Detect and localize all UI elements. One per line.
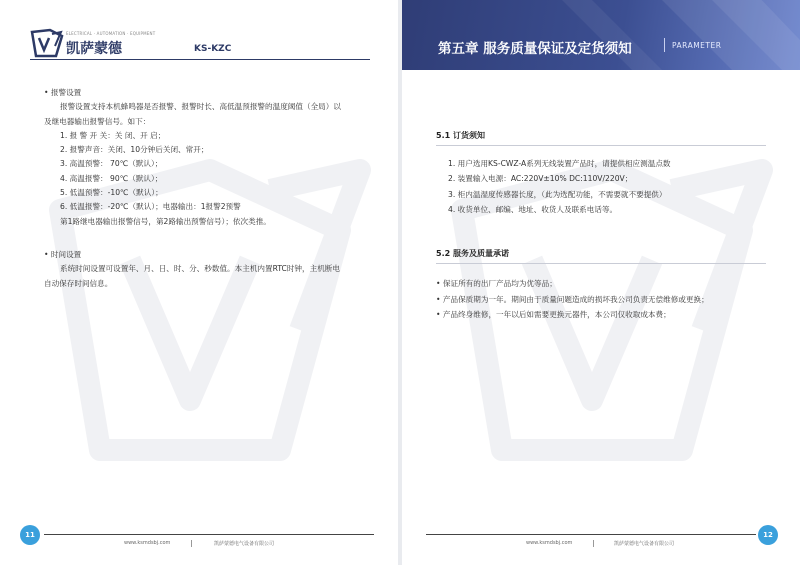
alarm-item: 2. 报警声音：关闭、10分钟后关闭、常开；	[60, 145, 209, 155]
page-number: 11	[20, 525, 40, 545]
section-divider	[436, 145, 766, 146]
footer-company: 凯萨蒙德电气设备有限公司	[614, 541, 675, 547]
ordering-list	[448, 156, 778, 217]
alarm-note: 第1路继电器输出报警信号，第2路输出预警信号）；依次类推。	[60, 216, 271, 226]
brand-subtitle: ELECTRICAL · AUTOMATION · EQUIPMENT	[66, 31, 156, 36]
chapter-title: 第五章 服务质量保证及定货须知	[438, 41, 632, 57]
footer-separator	[593, 540, 594, 547]
ordering-item: 4. 收货单位、邮编、地址、收货人及联系电话等。	[448, 204, 618, 214]
brand-logo-icon	[30, 28, 64, 58]
section-title-5-2: 5.2 服务及质量承诺	[436, 249, 509, 258]
right-page	[402, 0, 800, 565]
chapter-banner	[402, 0, 800, 70]
service-item: • 产品保质期为一年。期间由于质量问题造成的损坏我公司负责无偿维修或更换；	[436, 294, 709, 304]
page-number: 12	[758, 525, 778, 545]
ordering-item: 3. 柜内温湿度传感器长度，（此为选配功能，不需要就不要提供）	[448, 189, 667, 199]
alarm-intro-line-2: 及继电器输出报警信号。如下：	[44, 116, 151, 126]
time-section	[44, 248, 374, 291]
alarm-item: 3. 高温预警： 70℃（默认）；	[60, 159, 163, 169]
banner-decoration	[402, 0, 800, 70]
footer-separator	[191, 540, 192, 547]
time-line-1: 系统时间设置可设置年、月、日、时、分、秒数值。本主机内置RTC时钟，主机断电	[60, 264, 340, 274]
brand-name: 凯萨蒙德	[66, 41, 122, 57]
section-title-5-1: 5.1 订货须知	[436, 131, 485, 140]
banner-divider	[664, 38, 665, 52]
header-divider	[30, 59, 370, 60]
time-line-2: 自动保存时间信息。	[44, 278, 113, 288]
footer-divider	[426, 534, 756, 535]
alarm-heading: • 报警设置	[44, 88, 82, 97]
footer-divider	[44, 534, 374, 535]
alarm-item: 4. 高温报警： 90℃（默认）；	[60, 173, 163, 183]
service-item: • 产品终身维修，一年以后如需要更换元器件，本公司仅收取成本费；	[436, 310, 671, 320]
ordering-item: 2. 装置输入电源：AC:220V±10% DC:110V/220V；	[448, 174, 633, 184]
alarm-intro-line-1: 报警设置支持本机蜂鸣器是否报警、报警时长、高低温预报警的温度阈值（全局）以	[60, 102, 341, 112]
left-page	[0, 0, 398, 565]
alarm-section	[44, 86, 374, 229]
alarm-item: 5. 低温预警：-10℃（默认）；	[60, 188, 163, 198]
chapter-label: PARAMETER	[672, 41, 722, 50]
ordering-item: 1. 用户选用KS-CWZ-A系列无线装置产品时，请提供相应测温点数	[448, 159, 671, 168]
service-list	[436, 276, 776, 323]
time-heading: • 时间设置	[44, 250, 82, 259]
footer-url: www.ksmdsbj.com	[526, 540, 573, 546]
model-code: KS-KZC	[194, 44, 232, 54]
service-item: • 保证所有的出厂产品均为优等品；	[436, 279, 557, 288]
footer-company: 凯萨蒙德电气设备有限公司	[214, 541, 275, 547]
alarm-item: 1. 报 警 开 关：关 闭、开 启；	[60, 130, 166, 140]
alarm-item: 6. 低温报警：-20℃（默认）；电器输出：1报警2预警	[60, 202, 241, 212]
section-divider	[436, 263, 766, 264]
footer-url: www.ksmdsbj.com	[124, 540, 171, 546]
